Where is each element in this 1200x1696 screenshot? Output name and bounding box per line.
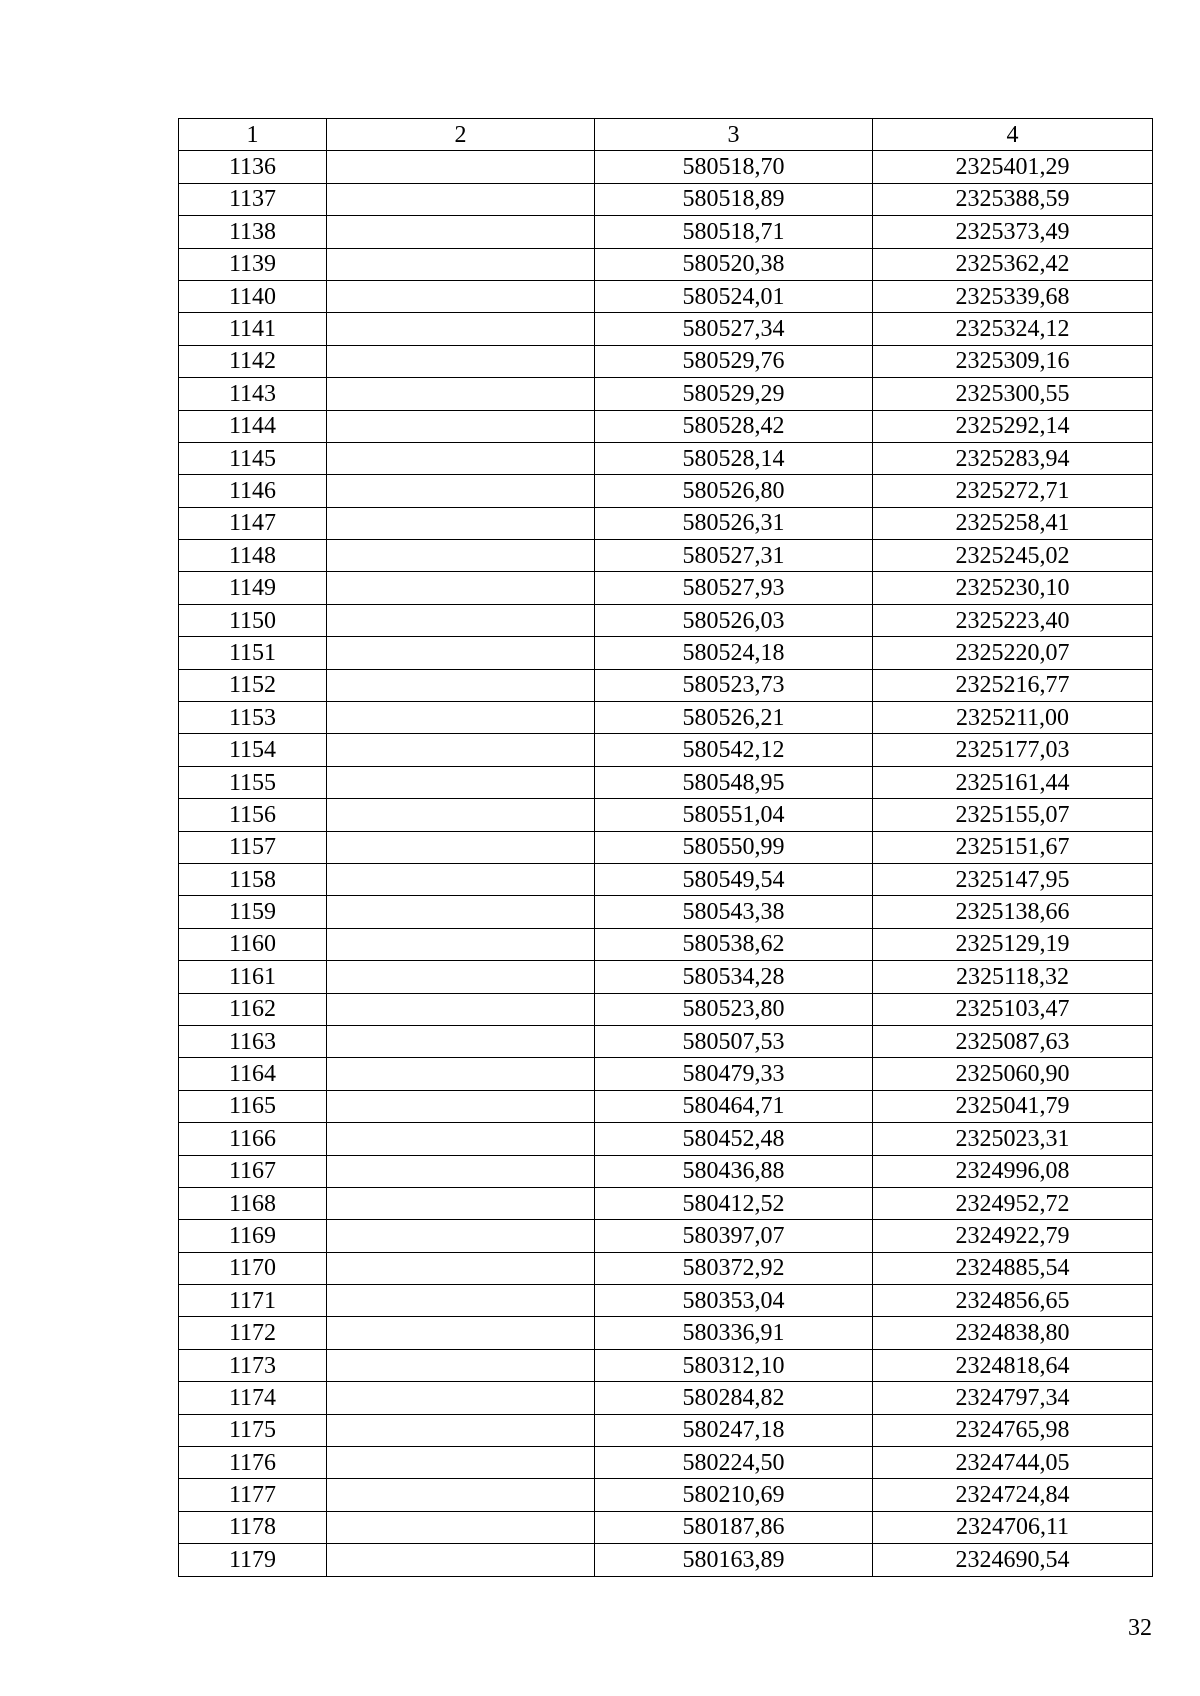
table-row <box>179 216 1153 248</box>
description-cell <box>327 572 595 604</box>
x-coordinate-cell: 580551,04 <box>595 799 873 831</box>
description-cell <box>327 831 595 863</box>
y-coordinate-cell: 2324818,64 <box>873 1349 1153 1381</box>
y-coordinate-cell: 2325258,41 <box>873 507 1153 539</box>
description-cell <box>327 216 595 248</box>
description-cell <box>327 1317 595 1349</box>
x-coordinate-cell: 580479,33 <box>595 1058 873 1090</box>
description-cell <box>327 1382 595 1414</box>
description-cell <box>327 378 595 410</box>
point-number-cell: 1153 <box>179 702 327 734</box>
y-coordinate-cell: 2325283,94 <box>873 442 1153 474</box>
x-coordinate-cell: 580529,29 <box>595 378 873 410</box>
table-row <box>179 280 1153 312</box>
description-cell <box>327 1252 595 1284</box>
description-cell <box>327 1155 595 1187</box>
point-number-cell: 1154 <box>179 734 327 766</box>
table-row <box>179 540 1153 572</box>
point-number-cell: 1179 <box>179 1544 327 1576</box>
x-coordinate-cell: 580527,31 <box>595 540 873 572</box>
description-cell <box>327 1025 595 1057</box>
point-number-cell: 1151 <box>179 637 327 669</box>
column-header: 1 <box>179 119 327 151</box>
x-coordinate-cell: 580464,71 <box>595 1090 873 1122</box>
x-coordinate-cell: 580518,71 <box>595 216 873 248</box>
table-row <box>179 896 1153 928</box>
x-coordinate-cell: 580538,62 <box>595 928 873 960</box>
table-row <box>179 702 1153 734</box>
x-coordinate-cell: 580247,18 <box>595 1414 873 1446</box>
description-cell <box>327 896 595 928</box>
page-number: 32 <box>1128 1615 1152 1641</box>
y-coordinate-cell: 2325087,63 <box>873 1025 1153 1057</box>
x-coordinate-cell: 580452,48 <box>595 1123 873 1155</box>
description-cell <box>327 345 595 377</box>
description-cell <box>327 766 595 798</box>
description-cell <box>327 961 595 993</box>
point-number-cell: 1165 <box>179 1090 327 1122</box>
table-row <box>179 1187 1153 1219</box>
table-header-row <box>179 119 1153 151</box>
point-number-cell: 1139 <box>179 248 327 280</box>
x-coordinate-cell: 580542,12 <box>595 734 873 766</box>
table-row <box>179 1544 1153 1576</box>
x-coordinate-cell: 580524,18 <box>595 637 873 669</box>
table-row <box>179 1511 1153 1543</box>
table-row <box>179 1252 1153 1284</box>
point-number-cell: 1173 <box>179 1349 327 1381</box>
y-coordinate-cell: 2325339,68 <box>873 280 1153 312</box>
point-number-cell: 1166 <box>179 1123 327 1155</box>
y-coordinate-cell: 2324744,05 <box>873 1447 1153 1479</box>
description-cell <box>327 442 595 474</box>
y-coordinate-cell: 2325129,19 <box>873 928 1153 960</box>
y-coordinate-cell: 2324952,72 <box>873 1187 1153 1219</box>
description-cell <box>327 702 595 734</box>
table-row <box>179 151 1153 183</box>
y-coordinate-cell: 2325151,67 <box>873 831 1153 863</box>
description-cell <box>327 1414 595 1446</box>
x-coordinate-cell: 580412,52 <box>595 1187 873 1219</box>
description-cell <box>327 1447 595 1479</box>
description-cell <box>327 540 595 572</box>
y-coordinate-cell: 2325309,16 <box>873 345 1153 377</box>
point-number-cell: 1159 <box>179 896 327 928</box>
x-coordinate-cell: 580163,89 <box>595 1544 873 1576</box>
description-cell <box>327 669 595 701</box>
table-row <box>179 1025 1153 1057</box>
point-number-cell: 1143 <box>179 378 327 410</box>
y-coordinate-cell: 2325023,31 <box>873 1123 1153 1155</box>
point-number-cell: 1147 <box>179 507 327 539</box>
y-coordinate-cell: 2325216,77 <box>873 669 1153 701</box>
point-number-cell: 1158 <box>179 863 327 895</box>
y-coordinate-cell: 2325230,10 <box>873 572 1153 604</box>
point-number-cell: 1144 <box>179 410 327 442</box>
description-cell <box>327 604 595 636</box>
x-coordinate-cell: 580507,53 <box>595 1025 873 1057</box>
y-coordinate-cell: 2324724,84 <box>873 1479 1153 1511</box>
x-coordinate-cell: 580526,03 <box>595 604 873 636</box>
y-coordinate-cell: 2325324,12 <box>873 313 1153 345</box>
point-number-cell: 1176 <box>179 1447 327 1479</box>
y-coordinate-cell: 2325292,14 <box>873 410 1153 442</box>
point-number-cell: 1178 <box>179 1511 327 1543</box>
point-number-cell: 1138 <box>179 216 327 248</box>
y-coordinate-cell: 2324765,98 <box>873 1414 1153 1446</box>
table-row <box>179 1058 1153 1090</box>
x-coordinate-cell: 580550,99 <box>595 831 873 863</box>
table-row <box>179 831 1153 863</box>
table-row <box>179 799 1153 831</box>
y-coordinate-cell: 2325272,71 <box>873 475 1153 507</box>
description-cell <box>327 993 595 1025</box>
x-coordinate-cell: 580436,88 <box>595 1155 873 1187</box>
y-coordinate-cell: 2325223,40 <box>873 604 1153 636</box>
table-row <box>179 442 1153 474</box>
point-number-cell: 1142 <box>179 345 327 377</box>
point-number-cell: 1150 <box>179 604 327 636</box>
point-number-cell: 1156 <box>179 799 327 831</box>
x-coordinate-cell: 580527,34 <box>595 313 873 345</box>
x-coordinate-cell: 580523,80 <box>595 993 873 1025</box>
table-row <box>179 863 1153 895</box>
table-row <box>179 378 1153 410</box>
table-body <box>179 151 1153 1576</box>
point-number-cell: 1172 <box>179 1317 327 1349</box>
description-cell <box>327 734 595 766</box>
description-cell <box>327 928 595 960</box>
point-number-cell: 1170 <box>179 1252 327 1284</box>
x-coordinate-cell: 580520,38 <box>595 248 873 280</box>
table-row <box>179 961 1153 993</box>
y-coordinate-cell: 2325103,47 <box>873 993 1153 1025</box>
y-coordinate-cell: 2325211,00 <box>873 702 1153 734</box>
y-coordinate-cell: 2324706,11 <box>873 1511 1153 1543</box>
y-coordinate-cell: 2324856,65 <box>873 1285 1153 1317</box>
y-coordinate-cell: 2325388,59 <box>873 183 1153 215</box>
point-number-cell: 1140 <box>179 280 327 312</box>
description-cell <box>327 1349 595 1381</box>
point-number-cell: 1157 <box>179 831 327 863</box>
x-coordinate-cell: 580353,04 <box>595 1285 873 1317</box>
y-coordinate-cell: 2325147,95 <box>873 863 1153 895</box>
y-coordinate-cell: 2325220,07 <box>873 637 1153 669</box>
description-cell <box>327 1511 595 1543</box>
y-coordinate-cell: 2325300,55 <box>873 378 1153 410</box>
table-row <box>179 604 1153 636</box>
x-coordinate-cell: 580372,92 <box>595 1252 873 1284</box>
description-cell <box>327 313 595 345</box>
x-coordinate-cell: 580397,07 <box>595 1220 873 1252</box>
point-number-cell: 1137 <box>179 183 327 215</box>
x-coordinate-cell: 580548,95 <box>595 766 873 798</box>
coordinates-table <box>178 118 1153 1577</box>
description-cell <box>327 151 595 183</box>
description-cell <box>327 863 595 895</box>
x-coordinate-cell: 580549,54 <box>595 863 873 895</box>
x-coordinate-cell: 580543,38 <box>595 896 873 928</box>
description-cell <box>327 1187 595 1219</box>
x-coordinate-cell: 580187,86 <box>595 1511 873 1543</box>
description-cell <box>327 799 595 831</box>
description-cell <box>327 183 595 215</box>
y-coordinate-cell: 2325161,44 <box>873 766 1153 798</box>
point-number-cell: 1167 <box>179 1155 327 1187</box>
y-coordinate-cell: 2325155,07 <box>873 799 1153 831</box>
description-cell <box>327 1123 595 1155</box>
table-row <box>179 1317 1153 1349</box>
table-row <box>179 475 1153 507</box>
y-coordinate-cell: 2325373,49 <box>873 216 1153 248</box>
table-row <box>179 1382 1153 1414</box>
x-coordinate-cell: 580526,31 <box>595 507 873 539</box>
x-coordinate-cell: 580526,80 <box>595 475 873 507</box>
x-coordinate-cell: 580224,50 <box>595 1447 873 1479</box>
table-row <box>179 1155 1153 1187</box>
column-header: 2 <box>327 119 595 151</box>
x-coordinate-cell: 580528,42 <box>595 410 873 442</box>
point-number-cell: 1149 <box>179 572 327 604</box>
y-coordinate-cell: 2324797,34 <box>873 1382 1153 1414</box>
column-header: 4 <box>873 119 1153 151</box>
table-row <box>179 1414 1153 1446</box>
point-number-cell: 1152 <box>179 669 327 701</box>
table-row <box>179 1220 1153 1252</box>
point-number-cell: 1168 <box>179 1187 327 1219</box>
description-cell <box>327 1479 595 1511</box>
point-number-cell: 1162 <box>179 993 327 1025</box>
table-row <box>179 572 1153 604</box>
table-row <box>179 669 1153 701</box>
table-row <box>179 1447 1153 1479</box>
description-cell <box>327 1090 595 1122</box>
x-coordinate-cell: 580518,89 <box>595 183 873 215</box>
y-coordinate-cell: 2325060,90 <box>873 1058 1153 1090</box>
point-number-cell: 1141 <box>179 313 327 345</box>
table-row <box>179 345 1153 377</box>
table-row <box>179 1285 1153 1317</box>
table-row <box>179 766 1153 798</box>
y-coordinate-cell: 2324996,08 <box>873 1155 1153 1187</box>
table-row <box>179 183 1153 215</box>
x-coordinate-cell: 580529,76 <box>595 345 873 377</box>
point-number-cell: 1169 <box>179 1220 327 1252</box>
x-coordinate-cell: 580336,91 <box>595 1317 873 1349</box>
point-number-cell: 1163 <box>179 1025 327 1057</box>
description-cell <box>327 1058 595 1090</box>
point-number-cell: 1146 <box>179 475 327 507</box>
point-number-cell: 1174 <box>179 1382 327 1414</box>
description-cell <box>327 410 595 442</box>
x-coordinate-cell: 580534,28 <box>595 961 873 993</box>
y-coordinate-cell: 2325362,42 <box>873 248 1153 280</box>
table-row <box>179 1090 1153 1122</box>
point-number-cell: 1161 <box>179 961 327 993</box>
x-coordinate-cell: 580210,69 <box>595 1479 873 1511</box>
description-cell <box>327 1544 595 1576</box>
point-number-cell: 1145 <box>179 442 327 474</box>
table-row <box>179 1349 1153 1381</box>
description-cell <box>327 1220 595 1252</box>
table-row <box>179 507 1153 539</box>
y-coordinate-cell: 2325118,32 <box>873 961 1153 993</box>
x-coordinate-cell: 580523,73 <box>595 669 873 701</box>
table-row <box>179 1123 1153 1155</box>
x-coordinate-cell: 580526,21 <box>595 702 873 734</box>
column-header: 3 <box>595 119 873 151</box>
point-number-cell: 1160 <box>179 928 327 960</box>
x-coordinate-cell: 580312,10 <box>595 1349 873 1381</box>
description-cell <box>327 280 595 312</box>
table-row <box>179 734 1153 766</box>
description-cell <box>327 637 595 669</box>
table-row <box>179 637 1153 669</box>
y-coordinate-cell: 2325138,66 <box>873 896 1153 928</box>
description-cell <box>327 475 595 507</box>
y-coordinate-cell: 2324690,54 <box>873 1544 1153 1576</box>
y-coordinate-cell: 2325245,02 <box>873 540 1153 572</box>
point-number-cell: 1148 <box>179 540 327 572</box>
table-row <box>179 410 1153 442</box>
y-coordinate-cell: 2324922,79 <box>873 1220 1153 1252</box>
x-coordinate-cell: 580284,82 <box>595 1382 873 1414</box>
table-row <box>179 1479 1153 1511</box>
table-row <box>179 248 1153 280</box>
x-coordinate-cell: 580518,70 <box>595 151 873 183</box>
y-coordinate-cell: 2324885,54 <box>873 1252 1153 1284</box>
point-number-cell: 1164 <box>179 1058 327 1090</box>
x-coordinate-cell: 580524,01 <box>595 280 873 312</box>
x-coordinate-cell: 580528,14 <box>595 442 873 474</box>
description-cell <box>327 248 595 280</box>
point-number-cell: 1171 <box>179 1285 327 1317</box>
table-row <box>179 993 1153 1025</box>
y-coordinate-cell: 2324838,80 <box>873 1317 1153 1349</box>
description-cell <box>327 1285 595 1317</box>
table-row <box>179 313 1153 345</box>
description-cell <box>327 507 595 539</box>
point-number-cell: 1177 <box>179 1479 327 1511</box>
y-coordinate-cell: 2325041,79 <box>873 1090 1153 1122</box>
point-number-cell: 1155 <box>179 766 327 798</box>
y-coordinate-cell: 2325177,03 <box>873 734 1153 766</box>
x-coordinate-cell: 580527,93 <box>595 572 873 604</box>
point-number-cell: 1175 <box>179 1414 327 1446</box>
point-number-cell: 1136 <box>179 151 327 183</box>
table-row <box>179 928 1153 960</box>
y-coordinate-cell: 2325401,29 <box>873 151 1153 183</box>
